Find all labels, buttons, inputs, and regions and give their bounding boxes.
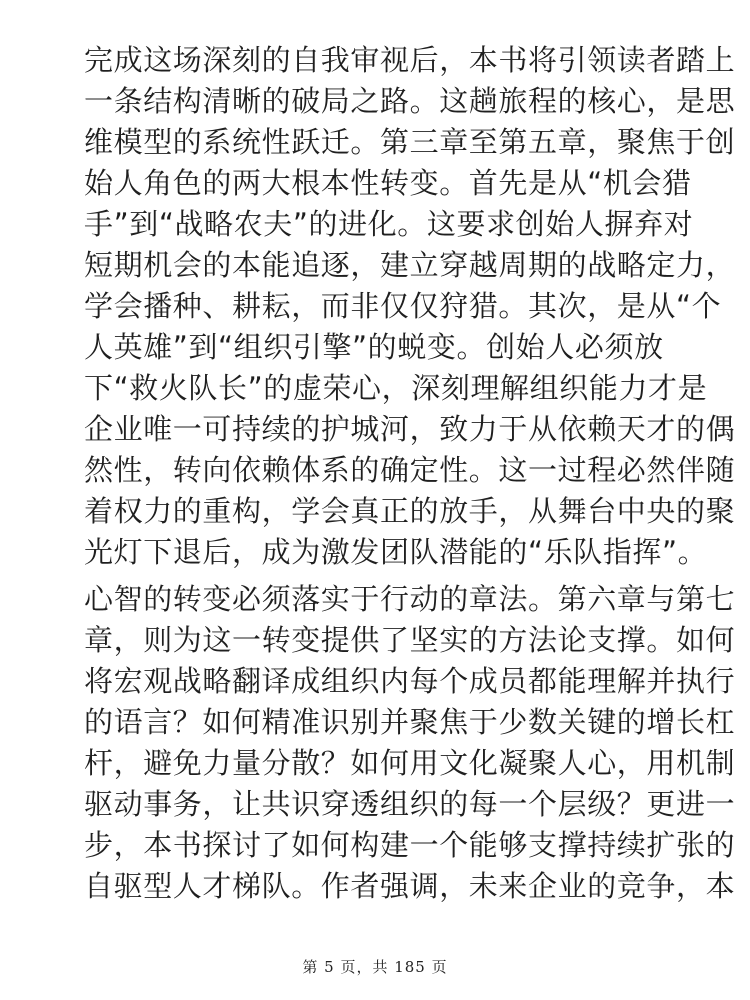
text-line: 然性，转向依赖体系的确定性。这一过程必然伴随 — [84, 453, 736, 487]
paragraph-1 — [84, 40, 736, 573]
text-line: 光灯下退后，成为激发团队潜能的“乐队指挥”。 — [84, 535, 708, 569]
text-line: 短期机会的本能追逐，建立穿越周期的战略定力， — [84, 248, 736, 282]
paragraph-2 — [84, 579, 736, 907]
text-line: 始人角色的两大根本性转变。首先是从“机会猎 — [84, 166, 692, 200]
text-line: 步，本书探讨了如何构建一个能够支撑持续扩张的 — [84, 828, 736, 862]
text-line: 人英雄”到“组织引擎”的蜕变。创始人必须放 — [84, 330, 664, 364]
text-line: 企业唯一可持续的护城河，致力于从依赖天才的偶 — [84, 412, 736, 446]
page-number-footer: 第 5 页，共 185 页 — [302, 958, 448, 976]
text-line: 心智的转变必须落实于行动的章法。第六章与第七 — [84, 582, 736, 616]
text-line: 章，则为这一转变提供了坚实的方法论支撑。如何 — [84, 623, 736, 657]
text-line: 驱动事务，让共识穿透组织的每一个层级？更进一 — [84, 787, 736, 821]
text-line: 将宏观战略翻译成组织内每个成员都能理解并执行 — [84, 664, 736, 698]
text-line: 一条结构清晰的破局之路。这趟旅程的核心，是思 — [84, 84, 736, 118]
text-line: 的语言？如何精准识别并聚焦于少数关键的增长杠 — [84, 705, 736, 739]
text-line: 维模型的系统性跃迁。第三章至第五章，聚焦于创 — [84, 125, 736, 159]
text-line: 下“救火队长”的虚荣心，深刻理解组织能力才是 — [84, 371, 708, 405]
text-line: 自驱型人才梯队。作者强调，未来企业的竞争，本 — [84, 869, 736, 903]
text-line: 着权力的重构，学会真正的放手，从舞台中央的聚 — [84, 494, 736, 528]
text-line: 杆，避免力量分散？如何用文化凝聚人心，用机制 — [84, 746, 736, 780]
text-line: 手”到“战略农夫”的进化。这要求创始人摒弃对 — [84, 207, 694, 241]
body-text — [84, 40, 736, 913]
text-line: 完成这场深刻的自我审视后，本书将引领读者踏上 — [84, 43, 736, 77]
text-line: 学会播种、耕耘，而非仅仅狩猎。其次，是从“个 — [84, 289, 722, 323]
